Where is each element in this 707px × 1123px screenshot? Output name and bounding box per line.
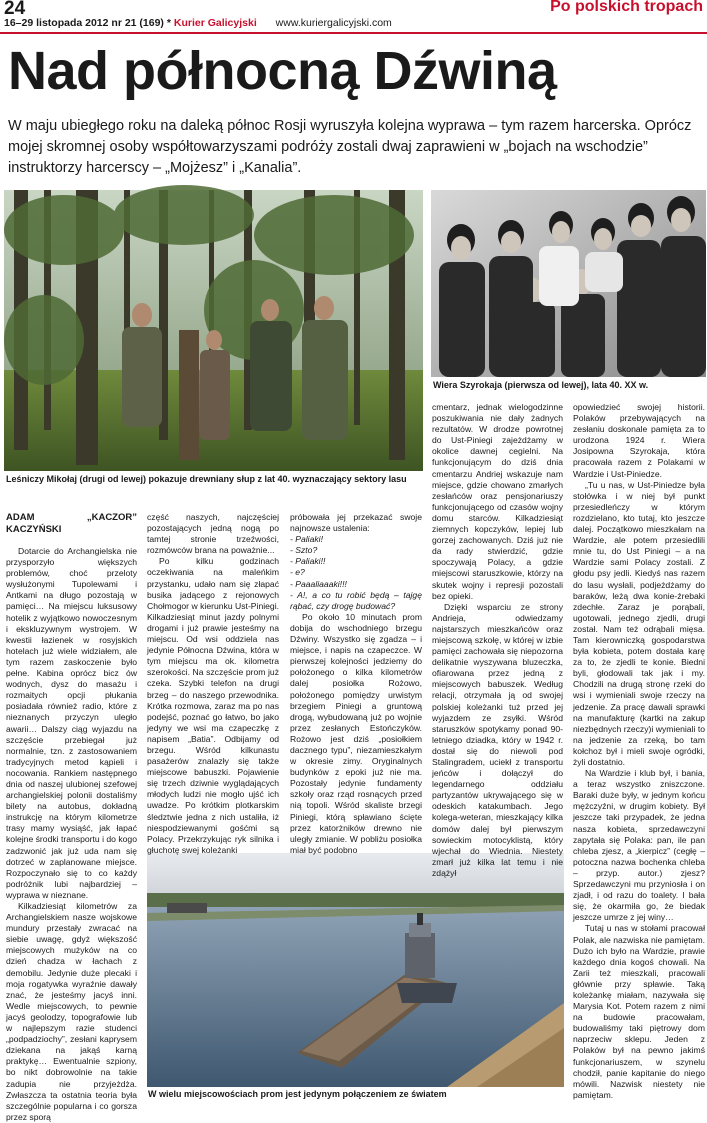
dialogue-line: - Paaaliaaaki!!! [290,578,347,589]
issue-line [4,17,392,29]
forest-photo-caption: Leśniczy Mikołaj (drugi od lewej) pokazuje drewniany słup z lat 40. wyznaczający sektory lasu [6,474,407,484]
page-header [0,0,707,34]
forest-photo [4,190,423,471]
column-2-paragraph: część naszych, najczęściej pozostających jedną nogą po tamtej stronie trzeźwości, rozmówców brana na poważnie... [147,512,279,556]
dialogue-line: - Szto? [290,545,318,556]
article-column-2 [147,512,279,855]
dialogue-line: - A!, a co tu robić będą – tajgę rąbać, czy drogę budować? [290,589,422,611]
article-column-4 [432,402,563,878]
article-author: ADAM „KACZOR” KACZYŃSKI [6,512,137,535]
column-3-paragraph: próbowała jej przekazać swoje najnowsze ustalenia: [290,512,422,534]
column-3-paragraph: Po około 10 minutach prom dobija do wschodniego brzegu Dźwiny. Wszystko się zgadza – i miejsce, i napis na czapeczce. W pierwszej kolejności jedziemy do położonego o kilka kilometrów dalej posiołka Rożowo, położonego pomiędzy urwistym brzegiem Piniegi a gruntową drogą, wybudowaną już po wojnie przez zesłanych Estończyków. Rożowo jest dziś „posiołkiem dacznego typu”, niezamieszkałym w okresie zimy. Oryginalnych budynków z epoki już nie ma. Pozostały jedynie fundamenty szkoły oraz rząd rosnących przed nią topoli. Wśród skaliste brzegi Piniegi, którą spławiano ścięte przez katorżników drewno nie uległy zmianie. W pobliżu posiołka miał być podobno [290,611,422,855]
page-number: 24 [4,0,26,19]
column-5-paragraph: „Tu u nas, w Ust-Piniedze była stołówka i w niej był punkt przesiedleńczy w którym rozdzielano, kto tutaj, kto jeszcze dalej. Początkowo mieszkałam na Wardzie, ale potem przesiedlili mnie tu, do Ust Piniegi – a na Wardzie sami Polacy zostali. Z głodu psy jedli. Kiedyś nas razem do lasu wysłali, podjeżdżamy do baraków, leżą dwa konie-źrebaki zdechłe. Zaraz je porąbali, ugotowali, jednego zjedli, drugi został. Nam też odrąbali mięsa. Tam kierowniczką gospodarstwa była kobieta, potem dostała karę za to, że zjedli te konie. Biedni byli, głodowali tak jak i my. Chodzili na drugą stronę rzeki do wsi i wymieniali swoje rzeczy na jedzenie. Za pracę dawali sprawki na manufakturę (kartki na zakup niezbędnych rzeczy)i wymieniali to na jedzenie za rzeką, bo tam kołchoz był i mieli swoje ogródki, żyli dostatnio. [573,479,705,767]
group-photo [431,190,706,377]
column-5-paragraph: Tutaj u nas w stołami pracował Polak, ale nazwiska nie pamiętam. Dużo ich było na Wardzie, prawie każdego dnia kogoś chowali. Na Zarii też mieszkali, pracowali głównie przy spławie. Taką koleżankę miałam, nazywała się Marysia Kot. Potem razem z nimi na budowie pracowałam, budowaliśmy taki piętrowy dom naprzeciw sklepu. Jeden z Polaków był na pewno jakimś funkcjonariuszem, w szynelu chodził, panie kapitanie do niego mówili. Nazwisk niestety nie pamiętam. [573,923,705,1100]
column-1-paragraph: Kilkadziesiąt kilometrów za Archangielskiem nasze wojskowe mundury przestały zwracać na siebie uwagę, gdyż większość miejscowych mużyków na co dzień chadza w łachach z demobilu. Jedynie duże plecaki i moja rogatywka wyraźnie dawały znać, że jesteśmy jacyś inni. Wedle miejscowych, to pewnie jacyś geolodzy, topografowie lub w najlepszym razie studenci „podpadziochy”, zesłani kaprysem dziekana na jakąś karną praktykę… Ewentualnie szpiony, bo nikt dobrowolnie na takie zadupia nie przyjeżdża. Zwłaszcza ta ostatnia teoria była szczególnie popularna i co gorsza przez sporą [6,901,137,1122]
column-2-paragraph: Po kilku godzinach oczekiwania na maleńkim przystanku, udało nam się złapać busika jadącego z rejonowych Chołmogor w kierunku Ust-Piniegi. Kilkadziesiąt minut jazdy polnymi drogami i już prawie jesteśmy na miejscu. Od wsi oddziela nas jedynie Północna Dźwina, która w tym miejscu ma ok. kilometra szerokości. Na szczęście prom już czeka. Szybki telefon na drugi brzeg – do naszego przewodnika. Krótka rozmowa, zaraz ma po nas podejść, poznać go łatwo, bo jako jedyny we wsi ma czapeczkę z napisem „Batia”. Odbijamy od brzegu. Wśród kilkunastu pasażerów znalazły się także miejscowe babuszki. Pojawienie się trzech dziwnie wyglądających młodych ludzi nie mogło ujść ich uwadze. Po krótkim plotkarskim śledztwie jedna z nich ustaliła, iż niespodziewanymi gośćmi są Polacy. Przekrzykując ryk silnika i głuchotę swej koleżanki [147,556,279,855]
dialogue-line: - e? [290,567,305,578]
article-headline: Nad północną Dźwiną [8,41,557,101]
column-4-paragraph: Dzięki wsparciu ze strony Andrieja, odwiedzamy najstarszych mieszkańców oraz miejscową szkołę, w której w izbie pamięci zachowała się niepozorna delikatnie wyszywana bluzeczka, ofiarowana przez jedną z miejscowych babuszek. Według relacji, otrzymała ją od swojej polskiej koleżanki tuż przed jej wyjazdem ze zsyłki. Wśród staruszków spotykamy ponad 90-letniego dziadka, który w 1942 r. dostał się do niewoli pod Stalingradem, uciekł z transportu jeńców i dołączył do legendarnego oddziału partyzantów ukrywającego się w odeskich katakumbach. Jego kolega-weteran, mieszkający kilka domów dalej był pierwszym sowieckim motocyklistą, który wjechał do Wiednia. Niestety zmarł już kilka lat temu i nie zdążył [432,601,563,878]
header-divider [0,32,707,34]
website-link[interactable]: www.kuriergalicyjski.com [275,17,392,29]
column-5-paragraph: opowiedzieć swojej historii. Polaków przebywających na zesłaniu doskonale pamięta za to urodzona 1924 r. Wiera Josipowna Szyrokaja, która pracowała razem z Polakami w Wardzie i Ust-Piniedze. [573,402,705,479]
column-1-paragraph: Dotarcie do Archangielska nie przysporzyło większych problemów, choć przeloty wysłużonymi Tupolewami i Antkami na długo pozostają w pamięci… Na miejscu luksusowy hotelik z wyjątkowo nowoczesnym i ekskluzywnym wystrojem. W kwestii łazienek w rosyjskich hotelach już wiele widziałem, ale tym razem zaskoczenie było pełne. Kabina oprócz bicz ów wodnych, dysz do masażu i rozmaitych opcji płukania posiadała również radio, które z nieznanych przyczyn uległo awarii… Dalszy ciąg wyjazdu na szczęście przebiegał już normalnie, tzn. z zastosowaniem tradycyjnych metod kąpieli i nocowania. Rankiem następnego dnia od naszej ulubionej szefowej archangielskiej polonii dostaliśmy bilety na autobus, dokładną instrukcję na którym kilometrze trasy mamy wysiąść, jak łapać kolejne środki transportu i do kogo zadzwonić jak już uda nam się dotrzeć w zaplanowane miejsce. Rozpoczynało się to co każdy podróżnik lubi najbardziej – wyprawa w nieznane. [6,546,137,900]
article-lead: W maju ubiegłego roku na daleką północ Rosji wyruszyła kolejna wyprawa – tym razem harcerska. Oprócz mojej skromnej osoby współtowarzyszami podróży zostali dwaj zaprawieni w „bojach na wschodzie” instruktorzy harcerscy – „Mojżesz” i „Kanalia”. [8,118,692,176]
article-column-3 [290,512,422,855]
group-photo-caption: Wiera Szyrokaja (pierwsza od lewej), lata 40. XX w. [433,380,649,390]
dialogue-line: - Paliaki!! [290,556,326,567]
article-column-5 [573,402,705,1102]
ferry-photo-caption: W wielu miejscowościach prom jest jedynym połączeniem ze światem [148,1089,447,1099]
ferry-photo [147,853,564,1087]
section-title: Po polskich tropach [550,0,703,15]
column-4-paragraph: cmentarz, jednak wielogodzinne poszukiwania nie dały żadnych rezultatów. W drodze powrotnej do Ust-Piniegi zajeżdżamy w okolice dawnej cegielni. Na funkcjonującym do dziś dnia cmentarzu Andriej wskazuje nam miejsce, gdzie chowano zmarłych zesłańców oraz pensjonariuszy funkcjonującego od czasów wojny domu starców. Kilkadziesiąt ziemnych kopczyków, lepiej lub gorzej zachowanych. Dziś już nie da rady stwierdzić, gdzie spoczywają Polacy, a gdzie miejscowi staruszkowie, którzy na skutek wojny i represji pozostali bez opieki. [432,402,563,601]
column-5-paragraph: Na Wardzie i klub był, i bania, a teraz wszystko zniszczone. Baraki duże były, w jednym końcu mężczyźni, w drugim kobiety. Był jeszcze taki przypadek, że jedna nasza kobieta, sprzedawczyni zapytała się Polaka: pan, ile pan chleba zjesz, a „kierpicz” (cegłę – potoczna nazwa bochenka chleba – przyp. autor.) zjesz? Sprzedawczyni mu przyniosła i on zjadł, i od razu do toalety. I bała się, że okarmiła go, że biedak jeszcze umrze z jej winy… [573,768,705,923]
article-column-1 [6,512,137,1122]
issue-date: 16–29 listopada 2012 nr 21 (169) * [4,17,171,29]
brand-name: Kurier Galicyjski [173,17,257,29]
dialogue-line: - Paliaki! [290,534,323,545]
